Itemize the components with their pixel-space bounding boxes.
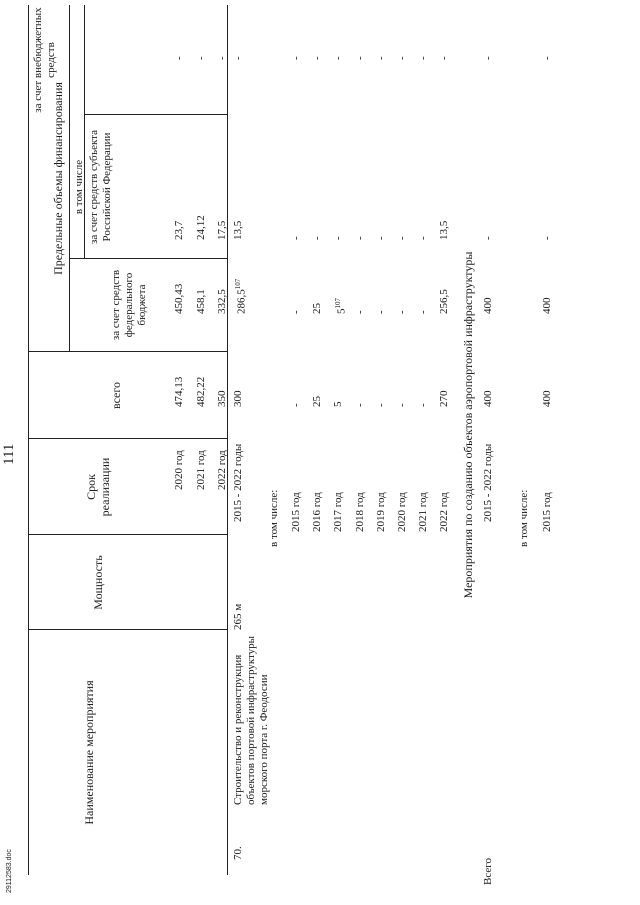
header-federal: за счет средств федерального бюджета	[110, 269, 148, 341]
extra-cell: -	[290, 56, 302, 60]
footnote-ref: 107	[234, 278, 242, 290]
header-subject: за счет средств субъекта Российской Федерации	[88, 130, 113, 244]
period-cell: 2019 год	[375, 492, 387, 532]
header-period: Срок реализации	[84, 457, 112, 517]
extra-cell: -	[216, 56, 228, 60]
item-subject: 13,5	[232, 220, 244, 240]
item-period: 2015 - 2022 годы	[232, 443, 244, 522]
section-title: Мероприятия по созданию объектов аэропортовой инфраструктуры	[461, 251, 475, 599]
total-subject: -	[482, 236, 494, 240]
period-cell: 2020 год	[396, 492, 408, 532]
item-extra: -	[232, 56, 244, 60]
col-divider-3	[28, 438, 227, 439]
extra-cell: -	[375, 56, 387, 60]
period-cell: 2015 год	[541, 492, 553, 532]
subject-cell: 24,12	[195, 215, 207, 240]
total-federal: 400	[482, 297, 494, 314]
total-cell: 400	[541, 390, 553, 407]
subject-cell: -	[375, 236, 387, 240]
header-limits: Предельные объемы финансирования	[51, 82, 65, 275]
header-extra: за счет внебюджетных средств	[32, 7, 57, 113]
col-divider-1	[28, 629, 227, 630]
total-cell: 482,22	[195, 376, 207, 407]
total-label: Всего	[482, 858, 494, 885]
limits-subheader-line	[69, 5, 70, 352]
period-cell: 2022 год	[438, 492, 450, 532]
subject-cell: 23,7	[173, 220, 185, 240]
subject-cell: -	[354, 236, 366, 240]
extra-cell: -	[332, 56, 344, 60]
extra-cell: -	[417, 56, 429, 60]
period-cell: 2020 год	[173, 450, 185, 490]
header-incl: в том числе	[73, 159, 85, 215]
federal-cell: -	[417, 310, 429, 314]
federal-cell: -	[396, 310, 408, 314]
period-cell: 2022 год	[216, 450, 228, 490]
total-cell: 25	[311, 396, 323, 407]
period-cell: 2021 год	[195, 450, 207, 490]
federal-cell: 400	[541, 297, 553, 314]
total-incl-label: в том числе:	[518, 489, 530, 547]
page-number: 111	[1, 443, 17, 465]
extra-cell: -	[195, 56, 207, 60]
period-cell: 2017 год	[332, 492, 344, 532]
subject-cell: -	[541, 236, 553, 240]
extra-cell: -	[541, 56, 553, 60]
item-capacity: 265 м	[232, 603, 244, 630]
federal-cell: -	[290, 310, 302, 314]
total-extra: -	[482, 56, 494, 60]
subject-cell: -	[417, 236, 429, 240]
period-cell: 2021 год	[417, 492, 429, 532]
incl-label: в том числе:	[268, 489, 280, 547]
table-top-border	[28, 5, 29, 875]
federal-cell: 25	[311, 303, 323, 314]
extra-cell: -	[354, 56, 366, 60]
extra-cell: -	[173, 56, 185, 60]
total-cell: -	[290, 403, 302, 407]
item-federal: 286,5$^{107}$	[234, 278, 248, 314]
col-divider-6	[84, 114, 227, 115]
total-cell: 474,13	[173, 376, 185, 407]
document-id: 29112583.doc	[6, 849, 13, 893]
item-total: 300	[232, 390, 244, 407]
total-cell: -	[375, 403, 387, 407]
federal-cell: -	[354, 310, 366, 314]
subject-cell: -	[311, 236, 323, 240]
extra-cell: -	[396, 56, 408, 60]
table-header-bottom-border	[227, 5, 228, 875]
period-cell: 2018 год	[354, 492, 366, 532]
federal-cell: -	[375, 310, 387, 314]
subject-cell: -	[396, 236, 408, 240]
item-name: Строительство и реконструкция объектов портовой инфраструктуры морского порта г. Феодосии	[232, 635, 270, 805]
total-cell: -	[417, 403, 429, 407]
header-name: Наименование мероприятия	[82, 680, 96, 825]
extra-cell: -	[311, 56, 323, 60]
period-cell: 2015 год	[290, 492, 302, 532]
item-number: 70.	[232, 846, 244, 860]
total-period: 2015 - 2022 годы	[482, 443, 494, 522]
federal-cell: 332,5	[216, 289, 228, 314]
total-cell: 270	[438, 390, 450, 407]
total-value: 400	[482, 390, 494, 407]
extra-cell: -	[438, 56, 450, 60]
subject-cell: 17,5	[216, 220, 228, 240]
federal-cell: 256,5	[438, 289, 450, 314]
subject-cell: -	[332, 236, 344, 240]
federal-cell: 450,43	[173, 283, 185, 314]
col-divider-5	[69, 258, 227, 259]
header-total: всего	[109, 381, 123, 410]
subject-cell: 13,5	[438, 220, 450, 240]
total-cell: 350	[216, 390, 228, 407]
period-cell: 2016 год	[311, 492, 323, 532]
total-cell: -	[396, 403, 408, 407]
header-capacity: Мощность	[91, 555, 105, 610]
federal-cell: $5^{107}$	[334, 298, 348, 314]
footnote-ref: 107	[334, 298, 342, 309]
total-cell: -	[354, 403, 366, 407]
subject-cell: -	[290, 236, 302, 240]
total-cell: 5	[332, 401, 344, 407]
federal-cell: 458,1	[195, 289, 207, 314]
col-divider-2	[28, 534, 227, 535]
